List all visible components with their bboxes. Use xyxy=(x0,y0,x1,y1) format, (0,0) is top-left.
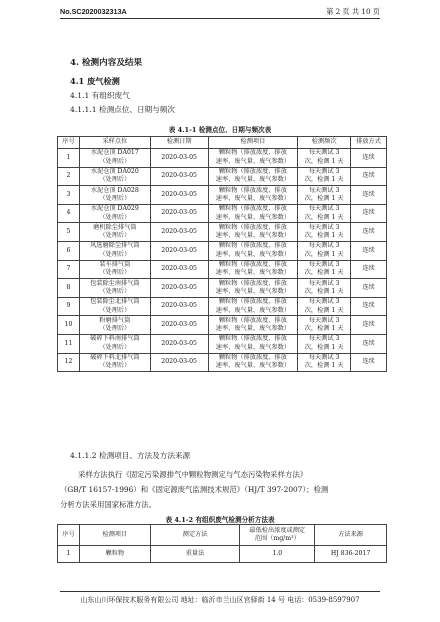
cell-site-line: 水泥仓顶 DA017 xyxy=(90,149,139,157)
cell-site-line: （处理后） xyxy=(99,269,131,277)
cell-frequency-line: 次，检测 1 天 xyxy=(304,362,344,370)
cell-mode: 连续 xyxy=(351,167,387,186)
cell-frequency xyxy=(298,204,351,223)
cell-mode: 连续 xyxy=(351,204,387,223)
cell-site-line: （处理后） xyxy=(99,157,131,165)
cell-item xyxy=(208,167,298,186)
cell-item-line: 速率、废气量、废气参数） xyxy=(215,250,291,258)
subsection-heading: 4.1 废气检测 xyxy=(70,76,120,86)
table-row xyxy=(58,223,387,242)
cell-mode: 连续 xyxy=(351,334,387,353)
table-row xyxy=(58,149,387,168)
cell-item-line: 颗粒物（排放浓度、排放 xyxy=(218,242,287,250)
cell-date: 2020-03-05 xyxy=(150,353,208,372)
cell-site-line: 水泥仓顶 DA020 xyxy=(90,167,139,175)
cell-frequency xyxy=(298,279,351,298)
cell-item xyxy=(208,223,298,242)
cell-site xyxy=(79,353,150,372)
cell-site xyxy=(79,241,150,260)
cell-item-line: 颗粒物（排放浓度、排放 xyxy=(218,149,287,157)
cell-frequency xyxy=(298,316,351,335)
cell-no: 5 xyxy=(58,223,80,242)
cell-no: 10 xyxy=(58,316,80,335)
report-number: No.SC2020032313A xyxy=(60,7,127,16)
cell-date: 2020-03-05 xyxy=(150,297,208,316)
cell-frequency-line: 每天测试 3 xyxy=(308,335,340,343)
cell-frequency-line: 每天测试 3 xyxy=(308,316,340,324)
cell-item-line: 速率、废气量、废气参数） xyxy=(215,343,291,351)
table-row xyxy=(58,316,387,335)
cell-item xyxy=(208,241,298,260)
cell-frequency-line: 每天测试 3 xyxy=(308,205,340,213)
cell-frequency xyxy=(298,334,351,353)
clause-heading: 4.1.1.1 检测点位、日期与频次 xyxy=(70,105,175,114)
cell-item-line: 颗粒物（排放浓度、排放 xyxy=(218,279,287,287)
footer-rule xyxy=(60,591,380,592)
cell-frequency-line: 每天测试 3 xyxy=(308,167,340,175)
table-row xyxy=(58,353,387,372)
table-row xyxy=(58,167,387,186)
cell-site-line: 风选磨除尘排气筒 xyxy=(90,242,140,250)
cell-item-line: 速率、废气量、废气参数） xyxy=(215,325,291,333)
cell-mode: 连续 xyxy=(351,186,387,205)
cell-no: 1 xyxy=(58,546,80,563)
col-header-line: 最低检出浓度或测定 xyxy=(249,526,306,534)
table-row xyxy=(58,279,387,298)
cell-site-line: 水泥仓顶 DA028 xyxy=(90,186,139,194)
col-header: 检测日期 xyxy=(150,137,208,149)
cell-item-line: 颗粒物（排放浓度、排放 xyxy=(218,223,287,231)
cell-site-line: （处理后） xyxy=(99,343,131,351)
col-header: 检测项目 xyxy=(208,137,298,149)
table-header-row xyxy=(58,525,387,546)
cell-no: 9 xyxy=(58,297,80,316)
cell-item-line: 颗粒物（排放浓度、排放 xyxy=(218,316,287,324)
table-row xyxy=(58,204,387,223)
cell-frequency xyxy=(298,149,351,168)
cell-date: 2020-03-05 xyxy=(150,334,208,353)
cell-no: 2 xyxy=(58,167,80,186)
cell-no: 4 xyxy=(58,204,80,223)
cell-site-line: 装车排气筒 xyxy=(99,260,131,268)
cell-site-line: 磨机除尘排气筒 xyxy=(93,223,137,231)
paragraph-line: （GB/T 16157-1996）和《固定源废气监测技术规范》（HJ/T 397-2007）；检测 xyxy=(60,485,329,494)
cell-no: 7 xyxy=(58,260,80,279)
cell-site-line: （处理后） xyxy=(99,250,131,258)
cell-frequency-line: 次，检测 1 天 xyxy=(304,213,344,221)
cell-method: 重量法 xyxy=(150,546,240,563)
cell-frequency xyxy=(298,167,351,186)
cell-mode: 连续 xyxy=(351,149,387,168)
table-row xyxy=(58,334,387,353)
table2-caption: 表 4.1-2 有组织废气检测分析方法表 xyxy=(165,516,275,524)
cell-site xyxy=(79,297,150,316)
cell-item-line: 颗粒物（排放浓度、排放 xyxy=(218,186,287,194)
cell-site xyxy=(79,149,150,168)
cell-item xyxy=(208,260,298,279)
paragraph-line: 采样方法执行《固定污染源排气中颗粒物测定与气态污染物采样方法》 xyxy=(78,470,308,479)
cell-mode: 连续 xyxy=(351,260,387,279)
cell-frequency xyxy=(298,353,351,372)
cell-frequency-line: 每天测试 3 xyxy=(308,279,340,287)
cell-item xyxy=(208,297,298,316)
cell-item xyxy=(208,279,298,298)
cell-no: 1 xyxy=(58,149,80,168)
cell-date: 2020-03-05 xyxy=(150,260,208,279)
cell-item-line: 速率、废气量、废气参数） xyxy=(215,362,291,370)
sampling-schedule-table xyxy=(57,136,387,372)
cell-item-line: 速率、废气量、废气参数） xyxy=(215,157,291,165)
cell-date: 2020-03-05 xyxy=(150,279,208,298)
cell-item-line: 速率、废气量、废气参数） xyxy=(215,213,291,221)
cell-item xyxy=(208,149,298,168)
cell-frequency-line: 次，检测 1 天 xyxy=(304,325,344,333)
cell-no: 6 xyxy=(58,241,80,260)
cell-site-line: （处理后） xyxy=(99,325,131,333)
col-header: 方法来源 xyxy=(315,525,387,546)
cell-item-line: 颗粒物（排放浓度、排放 xyxy=(218,335,287,343)
cell-item xyxy=(208,316,298,335)
cell-frequency xyxy=(298,297,351,316)
cell-site-line: 包装除尘南排气筒 xyxy=(90,279,140,287)
page-number: 第 2 页 共 10 页 xyxy=(326,7,380,16)
cell-site xyxy=(79,316,150,335)
col-header: 检测频次 xyxy=(298,137,351,149)
cell-site-line: （处理后） xyxy=(99,362,131,370)
cell-frequency-line: 每天测试 3 xyxy=(308,242,340,250)
cell-site xyxy=(79,260,150,279)
cell-site xyxy=(79,223,150,242)
cell-no: 12 xyxy=(58,353,80,372)
cell-item-line: 速率、废气量、废气参数） xyxy=(215,269,291,277)
table-row xyxy=(58,297,387,316)
cell-site-line: 粉磨排气筒 xyxy=(99,316,131,324)
table-header-row xyxy=(58,137,387,149)
cell-frequency-line: 次，检测 1 天 xyxy=(304,287,344,295)
cell-item: 颗粒物 xyxy=(79,546,150,563)
paragraph-line: 分析方法采用国家标准方法。 xyxy=(60,500,157,509)
cell-item-line: 颗粒物（排放浓度、排放 xyxy=(218,260,287,268)
cell-frequency-line: 每天测试 3 xyxy=(308,223,340,231)
table-row xyxy=(58,546,387,563)
col-header: 排放方式 xyxy=(351,137,387,149)
cell-date: 2020-03-05 xyxy=(150,316,208,335)
col-header: 检测项目 xyxy=(79,525,150,546)
cell-frequency-line: 每天测试 3 xyxy=(308,186,340,194)
cell-site-line: （处理后） xyxy=(99,176,131,184)
cell-mode: 连续 xyxy=(351,353,387,372)
cell-frequency-line: 次，检测 1 天 xyxy=(304,306,344,314)
cell-item-line: 速率、废气量、废气参数） xyxy=(215,306,291,314)
header-rule xyxy=(60,18,380,19)
cell-mode: 连续 xyxy=(351,297,387,316)
cell-limit: 1.0 xyxy=(240,546,315,563)
clause-heading-2: 4.1.1.2 检测项目、方法及方法来源 xyxy=(70,451,191,460)
cell-no: 3 xyxy=(58,186,80,205)
cell-site xyxy=(79,167,150,186)
cell-mode: 连续 xyxy=(351,223,387,242)
cell-frequency-line: 每天测试 3 xyxy=(308,149,340,157)
cell-frequency-line: 每天测试 3 xyxy=(308,260,340,268)
cell-site-line: 破碎下料南排气筒 xyxy=(90,335,140,343)
cell-site-line: （处理后） xyxy=(99,232,131,240)
cell-site-line: 破碎下料北排气筒 xyxy=(90,353,140,361)
cell-frequency-line: 次，检测 1 天 xyxy=(304,232,344,240)
cell-site xyxy=(79,204,150,223)
col-header: 序号 xyxy=(58,137,80,149)
col-header-line: 范围（mg/m³） xyxy=(254,535,300,542)
cell-site-line: （处理后） xyxy=(99,306,131,314)
cell-item-line: 速率、废气量、废气参数） xyxy=(215,194,291,202)
section-heading: 4. 检测内容及结果 xyxy=(70,58,143,68)
col-header: 序号 xyxy=(58,525,80,546)
subsubsection-heading: 4.1.1 有组织废气 xyxy=(70,91,130,100)
table1-caption: 表 4.1-1 检测点位、日期与频次表 xyxy=(168,126,272,134)
cell-item xyxy=(208,204,298,223)
cell-item-line: 速率、废气量、废气参数） xyxy=(215,176,291,184)
cell-frequency xyxy=(298,186,351,205)
cell-date: 2020-03-05 xyxy=(150,149,208,168)
cell-mode: 连续 xyxy=(351,279,387,298)
cell-date: 2020-03-05 xyxy=(150,167,208,186)
cell-item xyxy=(208,334,298,353)
cell-frequency-line: 次，检测 1 天 xyxy=(304,343,344,351)
cell-site-line: （处理后） xyxy=(99,213,131,221)
cell-item-line: 颗粒物（排放浓度、排放 xyxy=(218,353,287,361)
cell-site-line: （处理后） xyxy=(99,194,131,202)
cell-item xyxy=(208,186,298,205)
cell-frequency-line: 每天测试 3 xyxy=(308,298,340,306)
cell-no: 8 xyxy=(58,279,80,298)
cell-frequency-line: 次，检测 1 天 xyxy=(304,194,344,202)
cell-frequency-line: 每天测试 3 xyxy=(308,353,340,361)
cell-source: HJ 836-2017 xyxy=(315,546,387,563)
cell-site xyxy=(79,186,150,205)
cell-date: 2020-03-05 xyxy=(150,204,208,223)
cell-frequency-line: 次，检测 1 天 xyxy=(304,269,344,277)
cell-frequency-line: 次，检测 1 天 xyxy=(304,157,344,165)
col-header: 采样点位 xyxy=(79,137,150,149)
col-header xyxy=(240,525,315,546)
table-row xyxy=(58,260,387,279)
page-footer: 山东山川环保技术服务有限公司 地址：临沂市兰山区官驿街 14 号 电话：0539-8597907 xyxy=(80,596,360,604)
cell-site-line: 水泥仓顶 DA029 xyxy=(90,205,139,213)
cell-mode: 连续 xyxy=(351,316,387,335)
cell-date: 2020-03-05 xyxy=(150,186,208,205)
cell-frequency-line: 次，检测 1 天 xyxy=(304,250,344,258)
cell-no: 11 xyxy=(58,334,80,353)
cell-item-line: 颗粒物（排放浓度、排放 xyxy=(218,167,287,175)
cell-frequency xyxy=(298,260,351,279)
cell-item-line: 颗粒物（排放浓度、排放 xyxy=(218,205,287,213)
cell-date: 2020-03-05 xyxy=(150,223,208,242)
cell-date: 2020-03-05 xyxy=(150,241,208,260)
cell-site xyxy=(79,279,150,298)
cell-item-line: 速率、废气量、废气参数） xyxy=(215,232,291,240)
cell-item-line: 速率、废气量、废气参数） xyxy=(215,287,291,295)
cell-site-line: （处理后） xyxy=(99,287,131,295)
cell-frequency xyxy=(298,241,351,260)
table-row xyxy=(58,241,387,260)
cell-mode: 连续 xyxy=(351,241,387,260)
cell-frequency-line: 次，检测 1 天 xyxy=(304,176,344,184)
cell-site xyxy=(79,334,150,353)
cell-frequency xyxy=(298,223,351,242)
cell-site-line: 包装除尘北排气筒 xyxy=(90,298,140,306)
table-row xyxy=(58,186,387,205)
col-header: 测定方法 xyxy=(150,525,240,546)
analysis-method-table xyxy=(57,524,387,563)
cell-item-line: 颗粒物（排放浓度、排放 xyxy=(218,298,287,306)
cell-item xyxy=(208,353,298,372)
